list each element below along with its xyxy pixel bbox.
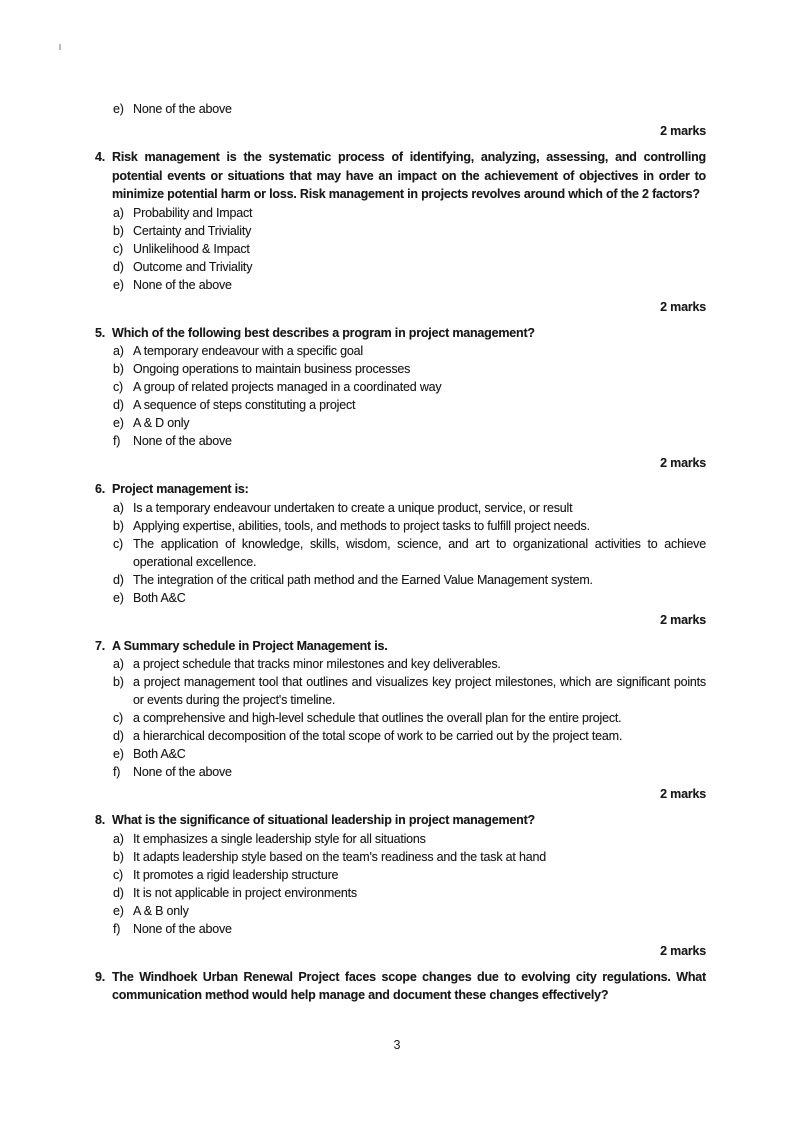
option-letter: a) — [113, 657, 124, 671]
marks-label: 2 marks — [660, 787, 706, 801]
options-list — [95, 204, 706, 294]
option-text: A & B only — [133, 903, 189, 918]
options-list — [95, 830, 706, 938]
option-text: None of the above — [133, 277, 232, 292]
marks-label: 2 marks — [660, 299, 706, 314]
question-prompt-text: A Summary schedule in Project Management is. — [112, 638, 388, 653]
option-row — [113, 673, 706, 709]
option-text: A temporary endeavour with a specific goal — [133, 344, 363, 358]
option-letter: a) — [113, 500, 124, 515]
option-row — [113, 396, 706, 414]
question-5 — [95, 324, 706, 473]
options-list — [95, 655, 706, 781]
option-row — [113, 342, 706, 360]
option-letter: c) — [113, 711, 124, 725]
option-letter: e) — [113, 277, 124, 292]
option-row — [113, 276, 706, 294]
question-7 — [95, 637, 706, 804]
question-prompt-text: What is the significance of situational leadership in project management? — [112, 813, 535, 827]
option-row — [113, 920, 706, 938]
scan-artifact — [59, 44, 61, 50]
option-row — [113, 378, 706, 396]
option-letter: b) — [113, 362, 124, 376]
marks-label: 2 marks — [660, 456, 706, 470]
option-letter: d) — [113, 729, 124, 743]
option-row — [113, 866, 706, 884]
option-text: Outcome and Triviality — [133, 259, 253, 274]
marks-label: 2 marks — [660, 943, 706, 958]
question-prompt — [95, 480, 706, 499]
question-number: 9. — [95, 969, 106, 984]
option-letter: f) — [113, 434, 121, 448]
option-letter: e) — [113, 102, 124, 116]
option-text: a comprehensive and high-level schedule that outlines the overall plan for the entire project. — [133, 711, 622, 725]
question-prompt-text: Which of the following best describes a program in project management? — [112, 325, 535, 340]
exam-page-content — [95, 100, 706, 1005]
option-letter: e) — [113, 747, 124, 761]
option-text: Unlikelihood & Impact — [133, 241, 250, 256]
option-letter: e) — [113, 903, 124, 918]
option-letter: a) — [113, 344, 124, 358]
option-text: Ongoing operations to maintain business processes — [133, 362, 411, 376]
option-letter: d) — [113, 885, 124, 900]
option-letter: b) — [113, 849, 124, 864]
question-8 — [95, 811, 706, 960]
option-text: None of the above — [133, 434, 232, 448]
option-letter: f) — [113, 921, 121, 936]
option-text: It promotes a rigid leadership structure — [133, 867, 339, 882]
question-prompt — [95, 811, 706, 830]
option-letter: c) — [113, 380, 124, 394]
option-row — [113, 258, 706, 276]
question-6 — [95, 480, 706, 629]
option-text: The integration of the critical path method and the Earned Value Management system. — [133, 572, 593, 587]
question-prompt — [95, 968, 706, 1005]
option-text: A group of related projects managed in a coordinated way — [133, 380, 442, 394]
option-letter: d) — [113, 398, 124, 412]
question-prompt-text: Project management is: — [112, 482, 249, 496]
option-row — [113, 499, 706, 517]
question-prompt — [95, 148, 706, 204]
option-letter: d) — [113, 572, 124, 587]
question-prompt-text: The Windhoek Urban Renewal Project faces scope changes due to evolving city regulations. What communication method would help manage and document these changes effectively? — [112, 969, 706, 1002]
option-row — [113, 709, 706, 727]
option-text: a hierarchical decomposition of the total scope of work to be carried out by the project team. — [133, 729, 623, 743]
option-row — [113, 763, 706, 781]
question-number: 5. — [95, 325, 106, 340]
question-number: 6. — [95, 482, 106, 496]
option-text: Certainty and Triviality — [133, 223, 252, 238]
option-letter: f) — [113, 765, 121, 779]
option-row — [113, 432, 706, 450]
option-text: A & D only — [133, 416, 190, 430]
option-row — [113, 204, 706, 222]
option-letter: e) — [113, 590, 124, 605]
question-4 — [95, 148, 706, 316]
option-text: None of the above — [133, 765, 232, 779]
marks-label: 2 marks — [660, 124, 706, 138]
option-letter: c) — [113, 867, 124, 882]
option-row — [113, 414, 706, 432]
question-number: 8. — [95, 813, 106, 827]
option-text: It adapts leadership style based on the team's readiness and the task at hand — [133, 849, 546, 864]
option-text: Applying expertise, abilities, tools, and methods to project tasks to fulfill project needs. — [133, 518, 590, 533]
options-list — [95, 499, 706, 607]
marks-label: 2 marks — [660, 612, 706, 627]
option-row — [113, 360, 706, 378]
option-row — [113, 727, 706, 745]
option-row — [113, 655, 706, 673]
continued-option-row — [95, 100, 706, 118]
option-row — [113, 222, 706, 240]
option-text: Both A&C — [133, 747, 186, 761]
option-text: a project management tool that outlines and visualizes key project milestones, which are significant points or events during the project's timeline. — [133, 675, 706, 707]
question-prompt-text: Risk management is the systematic process of identifying, analyzing, assessing, and controlling potential events or situations that may have an impact on the achievement of objectives in order to minimize potential harm or loss. Risk management in projects revolves around which of the 2 factors? — [112, 150, 706, 201]
question-number: 4. — [95, 150, 106, 164]
option-row — [113, 830, 706, 848]
option-row — [113, 517, 706, 535]
option-letter: a) — [113, 205, 124, 220]
option-text: Both A&C — [133, 590, 186, 605]
option-row — [113, 535, 706, 571]
option-letter: d) — [113, 259, 124, 274]
option-text: Is a temporary endeavour undertaken to create a unique product, service, or result — [133, 500, 573, 515]
option-text: It is not applicable in project environments — [133, 885, 357, 900]
option-row — [113, 571, 706, 589]
option-letter: c) — [113, 241, 124, 256]
option-letter: b) — [113, 675, 124, 689]
option-text: None of the above — [133, 921, 232, 936]
option-row — [113, 745, 706, 763]
option-row — [113, 589, 706, 607]
question-prompt — [95, 637, 706, 656]
option-letter: b) — [113, 518, 124, 533]
option-text: It emphasizes a single leadership style for all situations — [133, 831, 426, 846]
option-row — [113, 884, 706, 902]
option-text: a project schedule that tracks minor milestones and key deliverables. — [133, 657, 501, 671]
option-text: Probability and Impact — [133, 205, 253, 220]
option-letter: c) — [113, 536, 124, 551]
question-9 — [95, 968, 706, 1005]
options-list — [95, 342, 706, 450]
option-row — [113, 240, 706, 258]
question-number: 7. — [95, 638, 106, 653]
option-letter: e) — [113, 416, 124, 430]
option-text: The application of knowledge, skills, wisdom, science, and art to organizational activities to achieve operational excellence. — [133, 536, 706, 569]
option-row — [113, 848, 706, 866]
option-text: A sequence of steps constituting a project — [133, 398, 356, 412]
option-letter: b) — [113, 223, 124, 238]
option-letter: a) — [113, 831, 124, 846]
question-prompt — [95, 324, 706, 343]
page-number: 3 — [393, 1038, 401, 1052]
option-text: None of the above — [133, 102, 232, 116]
option-row — [113, 902, 706, 920]
